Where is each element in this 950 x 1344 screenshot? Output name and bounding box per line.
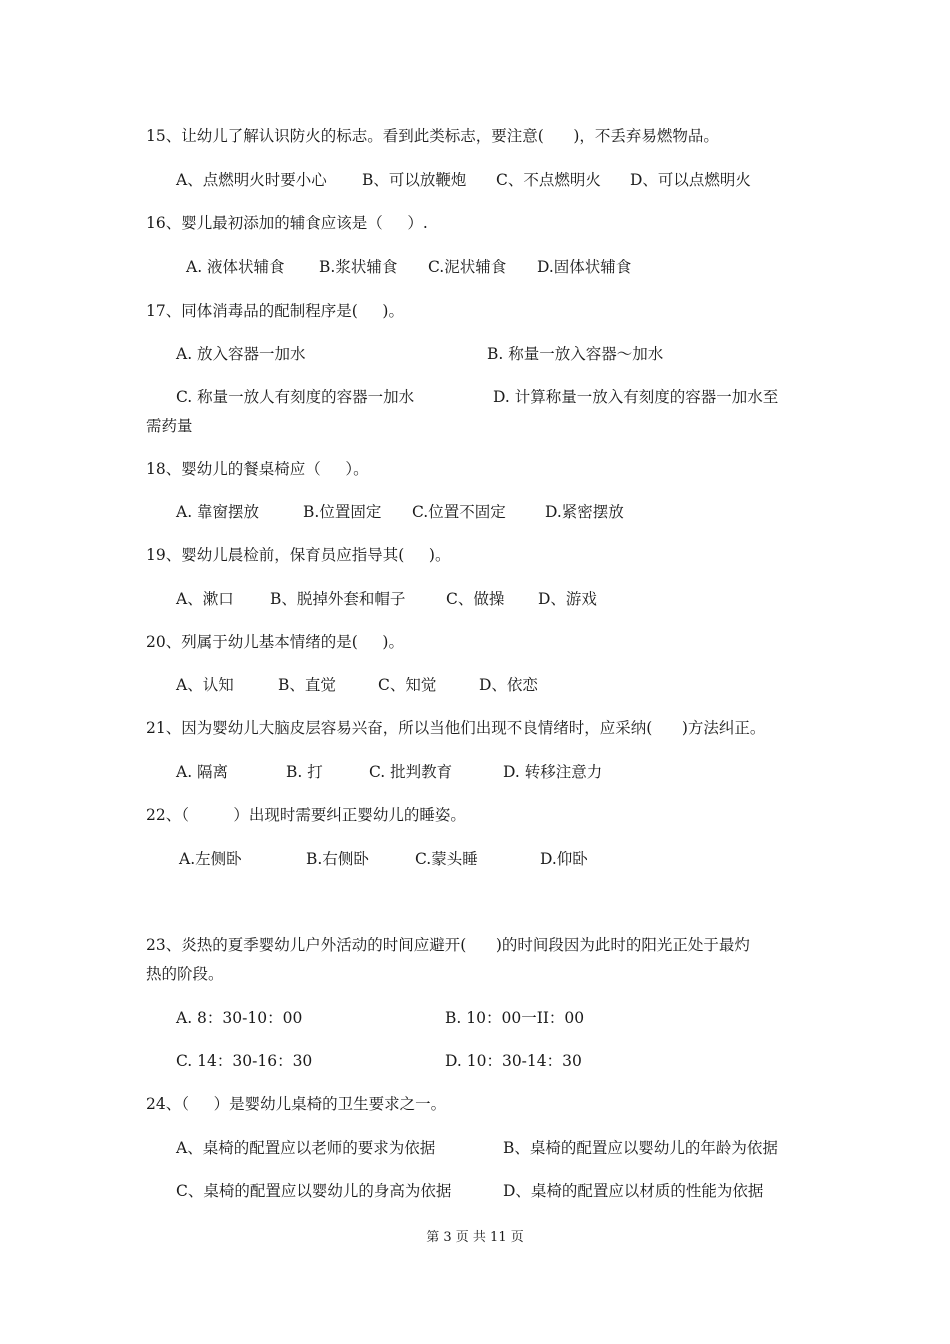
q19-option-c: C、做操 xyxy=(446,590,505,608)
question-18-stem: 18、婴幼儿的餐桌椅应（ ）。 xyxy=(146,460,369,478)
q21-option-b: B. 打 xyxy=(286,763,323,781)
question-22-stem: 22、（ ）出现时需要纠正婴幼儿的睡姿。 xyxy=(146,806,466,824)
q21-option-a: A. 隔离 xyxy=(176,763,229,781)
q16-option-b: B.浆状辅食 xyxy=(319,258,398,276)
q24-option-d: D、桌椅的配置应以材质的性能为依据 xyxy=(503,1182,764,1200)
q22-option-b: B.右侧卧 xyxy=(306,850,369,868)
q23-option-b: B. 10：00一II：00 xyxy=(445,1009,585,1027)
q16-option-a: A. 液体状辅食 xyxy=(186,258,285,276)
q18-option-b: B.位置固定 xyxy=(303,503,382,521)
q19-option-d: D、游戏 xyxy=(538,590,597,608)
q15-option-c: C、不点燃明火 xyxy=(496,171,601,189)
q18-option-d: D.紧密摆放 xyxy=(545,503,624,521)
q17-option-b: B. 称量一放入容器～加水 xyxy=(487,345,664,363)
q23-option-a: A. 8：30-10：00 xyxy=(176,1009,303,1027)
q16-option-d: D.固体状辅食 xyxy=(537,258,632,276)
question-23-stem-line1: 23、炎热的夏季婴幼儿户外活动的时间应避开( )的时间段因为此时的阳光正处于最灼 xyxy=(146,936,750,954)
q19-option-a: A、漱口 xyxy=(176,590,234,608)
q16-option-c: C.泥状辅食 xyxy=(428,258,507,276)
q21-option-d: D. 转移注意力 xyxy=(503,763,603,781)
question-15-stem: 15、让幼儿了解认识防火的标志。看到此类标志，要注意( )，不丢弃易燃物品。 xyxy=(146,127,719,145)
question-23-stem-line2: 热的阶段。 xyxy=(146,965,224,983)
q24-option-a: A、桌椅的配置应以老师的要求为依据 xyxy=(176,1139,436,1157)
question-19-stem: 19、婴幼儿晨检前，保育员应指导其( )。 xyxy=(146,546,451,564)
q24-option-c: C、桌椅的配置应以婴幼儿的身高为依据 xyxy=(176,1182,452,1200)
q17-option-d: D. 计算称量一放入有刻度的容器一加水至 xyxy=(493,388,779,406)
q17-option-d-continuation: 需药量 xyxy=(146,417,193,435)
q15-option-b: B、可以放鞭炮 xyxy=(362,171,467,189)
q23-option-d: D. 10：30-14：30 xyxy=(445,1052,582,1070)
q24-option-b: B、桌椅的配置应以婴幼儿的年龄为依据 xyxy=(503,1139,778,1157)
question-20-stem: 20、列属于幼儿基本情绪的是( )。 xyxy=(146,633,404,651)
q15-option-d: D、可以点燃明火 xyxy=(630,171,751,189)
q20-option-b: B、直觉 xyxy=(278,676,336,694)
q23-option-c: C. 14：30-16：30 xyxy=(176,1052,313,1070)
q22-option-d: D.仰卧 xyxy=(540,850,588,868)
page-number: 第 3 页 共 11 页 xyxy=(426,1230,524,1245)
q18-option-a: A. 靠窗摆放 xyxy=(176,503,260,521)
q20-option-a: A、认知 xyxy=(176,676,234,694)
q22-option-c: C.蒙头睡 xyxy=(415,850,478,868)
question-16-stem: 16、婴儿最初添加的辅食应该是（ ）. xyxy=(146,214,428,232)
q17-option-c: C. 称量一放人有刻度的容器一加水 xyxy=(176,388,415,406)
q19-option-b: B、脱掉外套和帽子 xyxy=(270,590,406,608)
q15-option-a: A、点燃明火时要小心 xyxy=(176,171,327,189)
q22-option-a: A.左侧卧 xyxy=(179,850,242,868)
question-21-stem: 21、因为婴幼儿大脑皮层容易兴奋，所以当他们出现不良情绪时，应采纳( )方法纠正。 xyxy=(146,719,766,737)
q18-option-c: C.位置不固定 xyxy=(412,503,506,521)
q17-option-a: A. 放入容器一加水 xyxy=(176,345,306,363)
q21-option-c: C. 批判教育 xyxy=(369,763,453,781)
question-24-stem: 24、（ ）是婴幼儿桌椅的卫生要求之一。 xyxy=(146,1095,447,1113)
q20-option-c: C、知觉 xyxy=(378,676,437,694)
question-17-stem: 17、同体消毒品的配制程序是( )。 xyxy=(146,302,404,320)
q20-option-d: D、依恋 xyxy=(479,676,538,694)
